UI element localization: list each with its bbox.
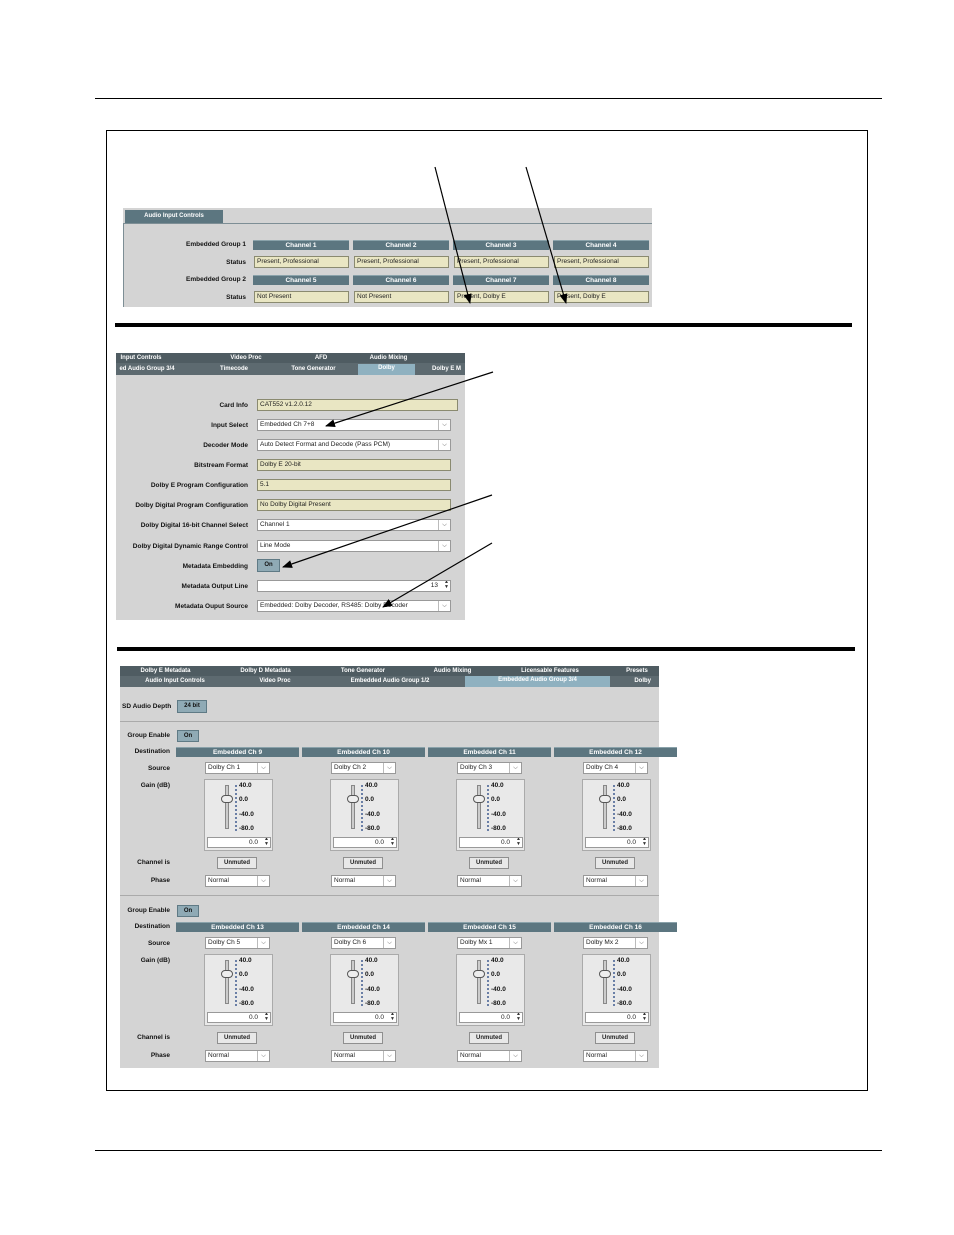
- chevron-down-icon: ⌵: [438, 541, 450, 551]
- source-value: Dolby Mx 1: [460, 939, 493, 946]
- tab-embedded-audio-group-34[interactable]: Embedded Audio Group 3/4: [465, 676, 610, 687]
- callout-arrow: [435, 167, 470, 303]
- spinner-arrows-icon[interactable]: ▲ ▼: [516, 837, 521, 847]
- tab-video-proc[interactable]: Video Proc: [230, 355, 262, 361]
- tab-tone-generator[interactable]: Tone Generator: [291, 366, 336, 372]
- gain-value: 0.0: [626, 1014, 636, 1021]
- mute-button[interactable]: Unmuted: [469, 857, 509, 869]
- chevron-down-icon: ⌵: [257, 1051, 269, 1061]
- channel-header: Channel 2: [353, 240, 449, 250]
- channel-status: Present, Dolby E: [554, 291, 649, 303]
- scale-value: 40.0: [491, 957, 504, 964]
- scale-value: 40.0: [365, 782, 378, 789]
- chevron-down-icon: ⌵: [438, 601, 450, 611]
- group-enable-label: Group Enable: [127, 732, 170, 739]
- scale-value: 0.0: [365, 971, 375, 978]
- tab-input-controls[interactable]: Input Controls: [120, 355, 162, 361]
- group2-label: Embedded Group 2: [186, 276, 246, 283]
- metadata-embedding-label: Metadata Embedding: [182, 563, 248, 570]
- phase-value: Normal: [208, 877, 229, 884]
- source-value: Dolby Ch 2: [334, 764, 367, 771]
- input-select-value: Embedded Ch 7+8: [260, 421, 315, 428]
- card-info-value: CAT552 v1.2.0.12: [257, 399, 458, 411]
- source-value: Dolby Ch 3: [460, 764, 493, 771]
- tab-embedded-audio-group-34[interactable]: ed Audio Group 3/4: [119, 366, 175, 372]
- callout-arrow: [526, 167, 566, 303]
- mute-button[interactable]: Unmuted: [343, 857, 383, 869]
- gain-value: 0.0: [374, 1014, 384, 1021]
- chevron-down-icon: ⌵: [438, 420, 450, 430]
- decoder-mode-label: Decoder Mode: [203, 442, 248, 449]
- chevron-down-icon: ⌵: [257, 763, 269, 773]
- channel-header: Channel 4: [553, 240, 649, 250]
- channel-status: Present, Dolby E: [454, 291, 549, 303]
- scale-value: 0.0: [239, 971, 249, 978]
- scale-value: 40.0: [239, 957, 252, 964]
- scale-value: 0.0: [239, 796, 249, 803]
- dolby-digital-program-config-label: Dolby Digital Program Configuration: [135, 502, 248, 509]
- scale-value: -80.0: [239, 825, 254, 832]
- mute-button[interactable]: Unmuted: [343, 1032, 383, 1044]
- input-select-label: Input Select: [211, 422, 248, 429]
- scale-value: -40.0: [617, 986, 632, 993]
- channel-status: Present, Professional: [454, 256, 549, 268]
- chevron-down-icon: ⌵: [257, 876, 269, 886]
- mute-button[interactable]: Unmuted: [217, 857, 257, 869]
- channel-status: Present, Professional: [554, 256, 649, 268]
- scale-value: 40.0: [617, 957, 630, 964]
- group-enable-toggle[interactable]: On: [177, 905, 199, 917]
- scale-value: -40.0: [491, 986, 506, 993]
- spinner-arrows-icon[interactable]: ▲ ▼: [264, 1012, 269, 1022]
- channel-status: Present, Professional: [254, 256, 349, 268]
- metadata-output-source-value: Embedded: Dolby Decoder, RS485: Dolby Decoder: [260, 602, 408, 609]
- spinner-arrows-icon[interactable]: ▲ ▼: [264, 837, 269, 847]
- channel-status: Not Present: [254, 291, 349, 303]
- phase-value: Normal: [334, 877, 355, 884]
- metadata-embedding-toggle[interactable]: On: [257, 559, 280, 572]
- scale-value: -80.0: [239, 1000, 254, 1007]
- tab-video-proc[interactable]: Video Proc: [259, 678, 291, 684]
- chevron-down-icon: ⌵: [257, 938, 269, 948]
- source-value: Dolby Ch 4: [586, 764, 619, 771]
- phase-value: Normal: [460, 1052, 481, 1059]
- group1-status-label: Status: [226, 259, 246, 266]
- tab-afd[interactable]: AFD: [314, 355, 328, 361]
- channel-header: Channel 8: [553, 275, 649, 285]
- sd-audio-depth-label: SD Audio Depth: [122, 703, 172, 710]
- channel-header: Channel 1: [253, 240, 349, 250]
- source-value: Dolby Ch 5: [208, 939, 241, 946]
- chevron-down-icon: ⌵: [509, 763, 521, 773]
- tab-dolby-d-metadata[interactable]: Dolby D Metadata: [240, 668, 291, 674]
- chevron-down-icon: ⌵: [509, 938, 521, 948]
- chevron-down-icon: ⌵: [635, 763, 647, 773]
- channel-header: Channel 3: [453, 240, 549, 250]
- dolby-e-program-config-value: 5.1: [257, 479, 451, 491]
- metadata-output-line-label: Metadata Output Line: [181, 583, 248, 590]
- gain-value: 0.0: [500, 1014, 510, 1021]
- destination-header: Embedded Ch 14: [302, 922, 425, 932]
- tab-licensable-features[interactable]: Licensable Features: [521, 668, 579, 674]
- spinner-arrows-icon[interactable]: ▲ ▼: [390, 1012, 395, 1022]
- tab-dolby-e-metadata[interactable]: Dolby E M: [432, 366, 462, 372]
- tab-dolby[interactable]: Dolby: [634, 678, 651, 684]
- scale-value: -40.0: [617, 811, 632, 818]
- scale-value: 40.0: [365, 957, 378, 964]
- channel-is-label: Channel is: [137, 859, 170, 866]
- phase-label: Phase: [150, 1052, 170, 1059]
- bitstream-format-label: Bitstream Format: [194, 462, 248, 469]
- destination-header: Embedded Ch 12: [554, 747, 677, 757]
- scale-value: -40.0: [239, 811, 254, 818]
- dolby-digital-program-config-value: No Dolby Digital Present: [257, 499, 451, 511]
- callout-arrow: [283, 495, 492, 567]
- gain-value: 0.0: [248, 1014, 258, 1021]
- source-label: Source: [147, 765, 170, 772]
- mute-button[interactable]: Unmuted: [595, 1032, 635, 1044]
- destination-header: Embedded Ch 11: [428, 747, 551, 757]
- gain-label: Gain (dB): [140, 957, 170, 964]
- destination-label: Destination: [134, 923, 170, 930]
- phase-value: Normal: [334, 1052, 355, 1059]
- chevron-down-icon: ⌵: [509, 876, 521, 886]
- phase-value: Normal: [586, 1052, 607, 1059]
- dd-dynamic-range-value: Line Mode: [260, 542, 291, 549]
- tab-tone-generator[interactable]: Tone Generator: [340, 668, 386, 674]
- source-value: Dolby Mx 2: [586, 939, 619, 946]
- tab-audio-mixing[interactable]: Audio Mixing: [433, 668, 472, 674]
- scale-value: -80.0: [491, 825, 506, 832]
- destination-header: Embedded Ch 10: [302, 747, 425, 757]
- tab-dolby[interactable]: Dolby: [358, 364, 415, 375]
- destination-label: Destination: [134, 748, 170, 755]
- tab-presets[interactable]: Presets: [626, 668, 648, 674]
- scale-value: -40.0: [365, 811, 380, 818]
- destination-header: Embedded Ch 13: [176, 922, 299, 932]
- scale-value: 0.0: [491, 971, 501, 978]
- source-value: Dolby Ch 6: [334, 939, 367, 946]
- phase-value: Normal: [460, 877, 481, 884]
- phase-value: Normal: [208, 1052, 229, 1059]
- gain-value: 0.0: [374, 839, 384, 846]
- spinner-arrows-icon[interactable]: ▲ ▼: [642, 1012, 647, 1022]
- dd-16bit-channel-select-label: Dolby Digital 16-bit Channel Select: [140, 522, 248, 529]
- channel-header: Channel 6: [353, 275, 449, 285]
- chevron-down-icon: ⌵: [635, 1051, 647, 1061]
- dd-16bit-channel-select-value: Channel 1: [260, 521, 290, 528]
- scale-value: -80.0: [617, 825, 632, 832]
- tab-audio-input-controls[interactable]: Audio Input Controls: [125, 210, 223, 223]
- scale-value: 0.0: [617, 971, 627, 978]
- sd-audio-depth-toggle[interactable]: 24 bit: [177, 700, 207, 713]
- gain-value: 0.0: [248, 839, 258, 846]
- phase-value: Normal: [586, 877, 607, 884]
- callout-arrow: [326, 372, 493, 426]
- tab-audio-mixing[interactable]: Audio Mixing: [369, 355, 408, 361]
- chevron-down-icon: ⌵: [383, 876, 395, 886]
- metadata-output-source-label: Metadata Ouput Source: [175, 603, 248, 610]
- bitstream-format-value: Dolby E 20-bit: [257, 459, 451, 471]
- source-label: Source: [147, 940, 170, 947]
- scale-value: -40.0: [491, 811, 506, 818]
- tab-dolby-e-metadata[interactable]: Dolby E Metadata: [140, 668, 191, 674]
- channel-status: Not Present: [354, 291, 449, 303]
- chevron-down-icon: ⌵: [383, 763, 395, 773]
- spinner-arrows-icon[interactable]: ▲ ▼: [390, 837, 395, 847]
- scale-value: 0.0: [491, 796, 501, 803]
- chevron-down-icon: ⌵: [509, 1051, 521, 1061]
- spinner-arrows-icon[interactable]: ▲ ▼: [516, 1012, 521, 1022]
- scale-value: 40.0: [239, 782, 252, 789]
- destination-header: Embedded Ch 16: [554, 922, 677, 932]
- tab-audio-input-controls[interactable]: Audio Input Controls: [145, 678, 205, 684]
- scale-value: -80.0: [491, 1000, 506, 1007]
- spinner-arrows-icon[interactable]: ▲ ▼: [642, 837, 647, 847]
- dolby-e-program-config-label: Dolby E Program Configuration: [150, 482, 248, 489]
- group-enable-toggle[interactable]: On: [177, 730, 199, 742]
- destination-header: Embedded Ch 9: [176, 747, 299, 757]
- chevron-down-icon: ⌵: [438, 520, 450, 530]
- chevron-down-icon: ⌵: [383, 1051, 395, 1061]
- scale-value: -40.0: [365, 986, 380, 993]
- dd-dynamic-range-label: Dolby Digital Dynamic Range Control: [132, 543, 248, 550]
- metadata-output-line-value: 13: [430, 582, 438, 589]
- channel-header: Channel 7: [453, 275, 549, 285]
- scale-value: -40.0: [239, 986, 254, 993]
- chevron-down-icon: ⌵: [383, 938, 395, 948]
- channel-is-label: Channel is: [137, 1034, 170, 1041]
- mute-button[interactable]: Unmuted: [217, 1032, 257, 1044]
- gain-label: Gain (dB): [140, 782, 170, 789]
- tab-embedded-audio-group-12[interactable]: Embedded Audio Group 1/2: [350, 678, 430, 684]
- chevron-down-icon: ⌵: [438, 440, 450, 450]
- mute-button[interactable]: Unmuted: [469, 1032, 509, 1044]
- source-value: Dolby Ch 1: [208, 764, 241, 771]
- destination-header: Embedded Ch 15: [428, 922, 551, 932]
- decoder-mode-value: Auto Detect Format and Decode (Pass PCM): [260, 441, 391, 448]
- spinner-arrows-icon[interactable]: ▲ ▼: [444, 580, 449, 590]
- phase-label: Phase: [150, 877, 170, 884]
- scale-value: -80.0: [617, 1000, 632, 1007]
- scale-value: -80.0: [365, 825, 380, 832]
- mute-button[interactable]: Unmuted: [595, 857, 635, 869]
- scale-value: 0.0: [617, 796, 627, 803]
- scale-value: -80.0: [365, 1000, 380, 1007]
- group1-label: Embedded Group 1: [186, 241, 246, 248]
- chevron-down-icon: ⌵: [635, 938, 647, 948]
- chevron-down-icon: ⌵: [635, 876, 647, 886]
- callout-arrow: [383, 543, 492, 607]
- group-enable-label: Group Enable: [127, 907, 170, 914]
- group2-status-label: Status: [226, 294, 246, 301]
- scale-value: 0.0: [365, 796, 375, 803]
- gain-value: 0.0: [626, 839, 636, 846]
- gain-value: 0.0: [500, 839, 510, 846]
- scale-value: 40.0: [617, 782, 630, 789]
- scale-value: 40.0: [491, 782, 504, 789]
- channel-status: Present, Professional: [354, 256, 449, 268]
- channel-header: Channel 5: [253, 275, 349, 285]
- card-info-label: Card Info: [219, 402, 248, 409]
- tab-timecode[interactable]: Timecode: [220, 366, 248, 372]
